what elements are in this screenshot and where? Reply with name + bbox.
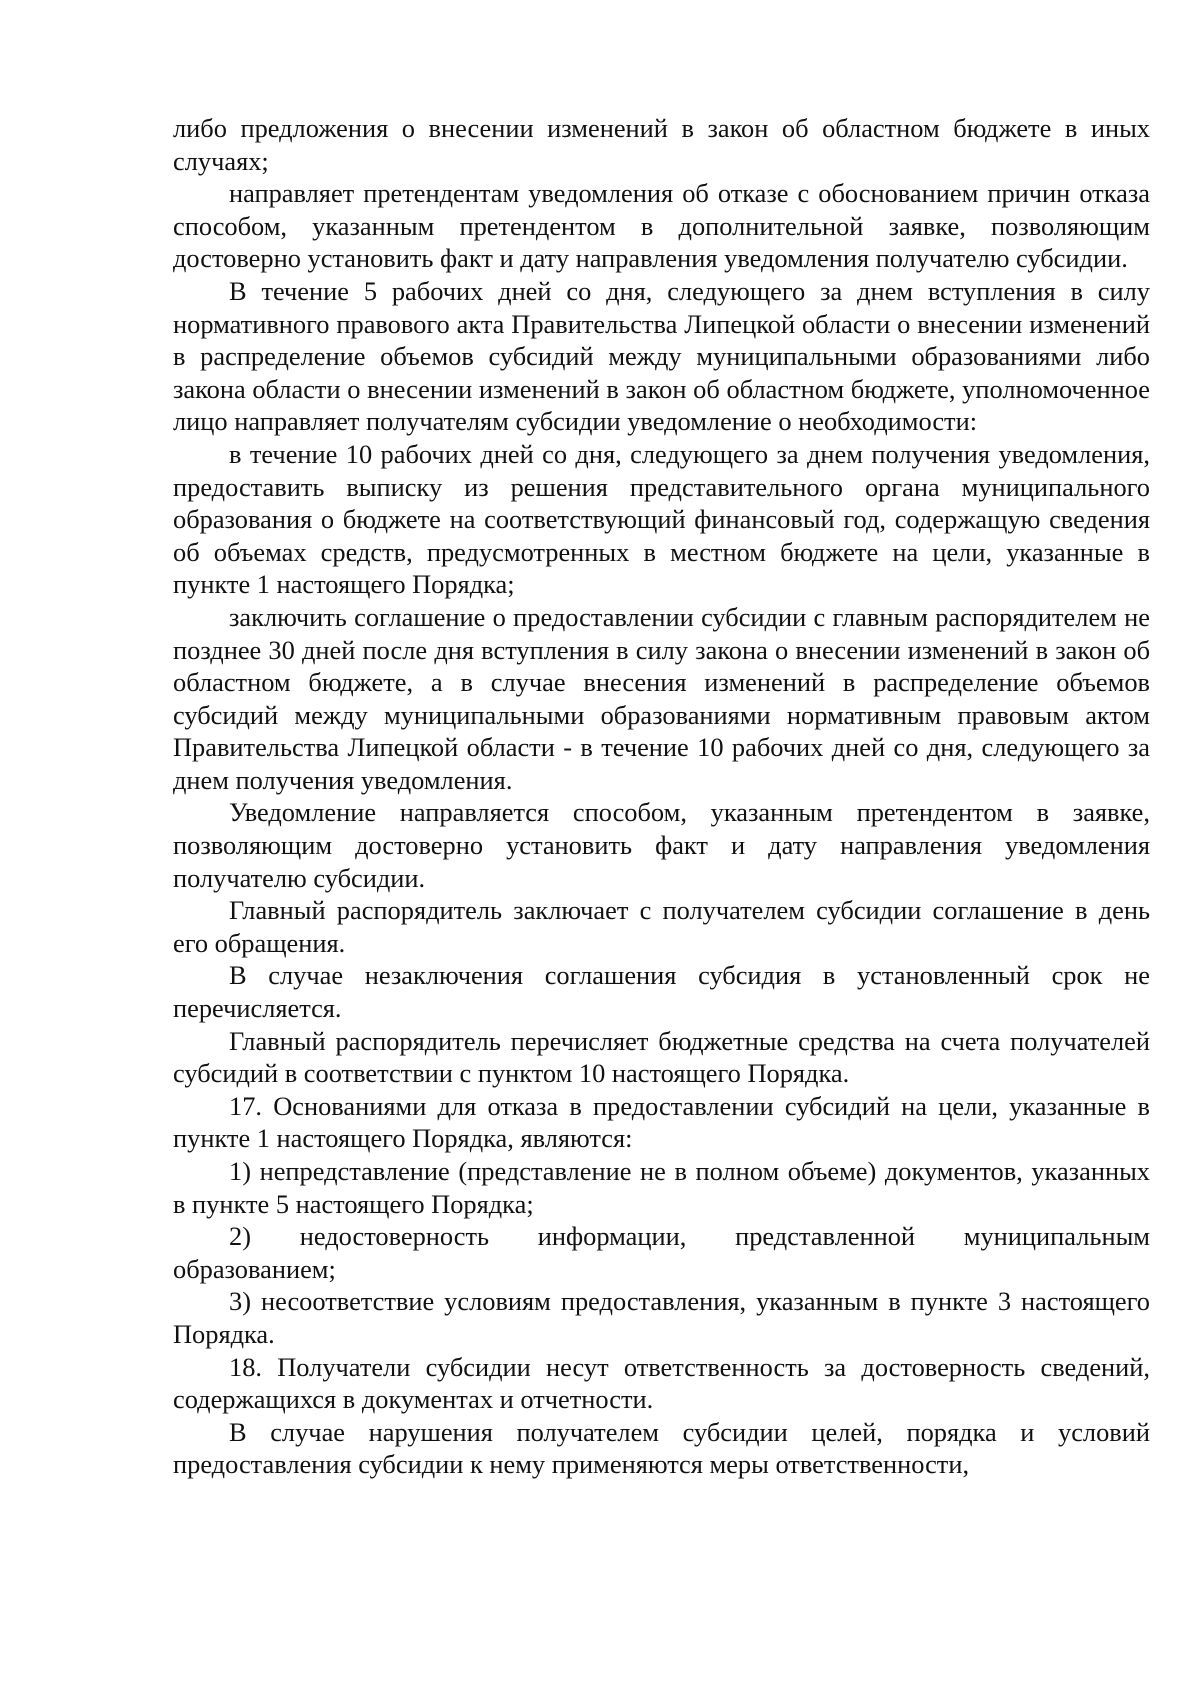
paragraph-item-18: 18. Получатели субсидии несут ответственность за достоверность сведений, содержащихся в документах и отчетности. [173, 1351, 1150, 1415]
paragraph-notification-method: Уведомление направляется способом, указанным претендентом в заявке, позволяющим достоверно установить факт и дату направления уведомления получателю субсидии. [173, 797, 1150, 893]
paragraph-notification-deadline: В течение 5 рабочих дней со дня, следующего за днем вступления в силу нормативного правового акта Правительства Липецкой области о внесении изменений в распределение объемов субсидий между муниципальными образованиями либо закона области о внесении изменений в закон об областном бюджете, уполномоченное лицо направляет получателям субсидии уведомление о необходимости: [173, 275, 1150, 437]
paragraph-continuation: либо предложения о внесении изменений в закон об областном бюджете в иных случаях; [173, 113, 1150, 176]
paragraph-agreement-conclusion: заключить соглашение о предоставлении субсидии с главным распорядителем не позднее 30 дней после дня вступления в силу закона о внесении изменений в закон об областном бюджете, а в случае внесения изменений в распределение объемов субсидий между муниципальными образованиями нормативным правовым актом Правительства Липецкой области - в течение 10 рабочих дней со дня, следующего за днем получения уведомления. [173, 601, 1150, 795]
paragraph-refusal-notice: направляет претендентам уведомления об отказе с обоснованием причин отказа способом, указанным претендентом в дополнительной заявке, позволяющим достоверно установить факт и дату направления уведомления получателю субсидии. [173, 178, 1150, 274]
paragraph-item-17-2: 2) недостоверность информации, представленной муниципальным образованием; [173, 1221, 1150, 1284]
paragraph-violation-measures: В случае нарушения получателем субсидии целей, порядка и условий предоставления субсидии к нему применяются меры ответственности, [173, 1416, 1150, 1480]
paragraph-non-conclusion: В случае незаключения соглашения субсидия в установленный срок не перечисляется. [173, 960, 1150, 1024]
paragraph-funds-transfer: Главный распорядитель перечисляет бюджетные средства на счета получателей субсидий в соответствии с пунктом 10 настоящего Порядка. [173, 1025, 1150, 1089]
paragraph-item-17-1: 1) непредставление (представление не в полном объеме) документов, указанных в пункте 5 настоящего Порядка; [173, 1156, 1150, 1219]
paragraph-agreement-day: Главный распорядитель заключает с получателем субсидии соглашение в день его обращения. [173, 895, 1150, 958]
paragraph-budget-extract: в течение 10 рабочих дней со дня, следующего за днем получения уведомления, предоставить выписку из решения представительного органа муниципального образования о бюджете на соответствующий финансовый год, содержащую сведения об объемах средств, предусмотренных в местном бюджете на цели, указанные в пункте 1 настоящего Порядка; [173, 438, 1150, 600]
document-page [173, 112, 1150, 1481]
paragraph-item-17: 17. Основаниями для отказа в предоставлении субсидий на цели, указанные в пункте 1 настоящего Порядка, являются: [173, 1090, 1150, 1154]
paragraph-item-17-3: 3) несоответствие условиям предоставления, указанным в пункте 3 настоящего Порядка. [173, 1286, 1150, 1349]
